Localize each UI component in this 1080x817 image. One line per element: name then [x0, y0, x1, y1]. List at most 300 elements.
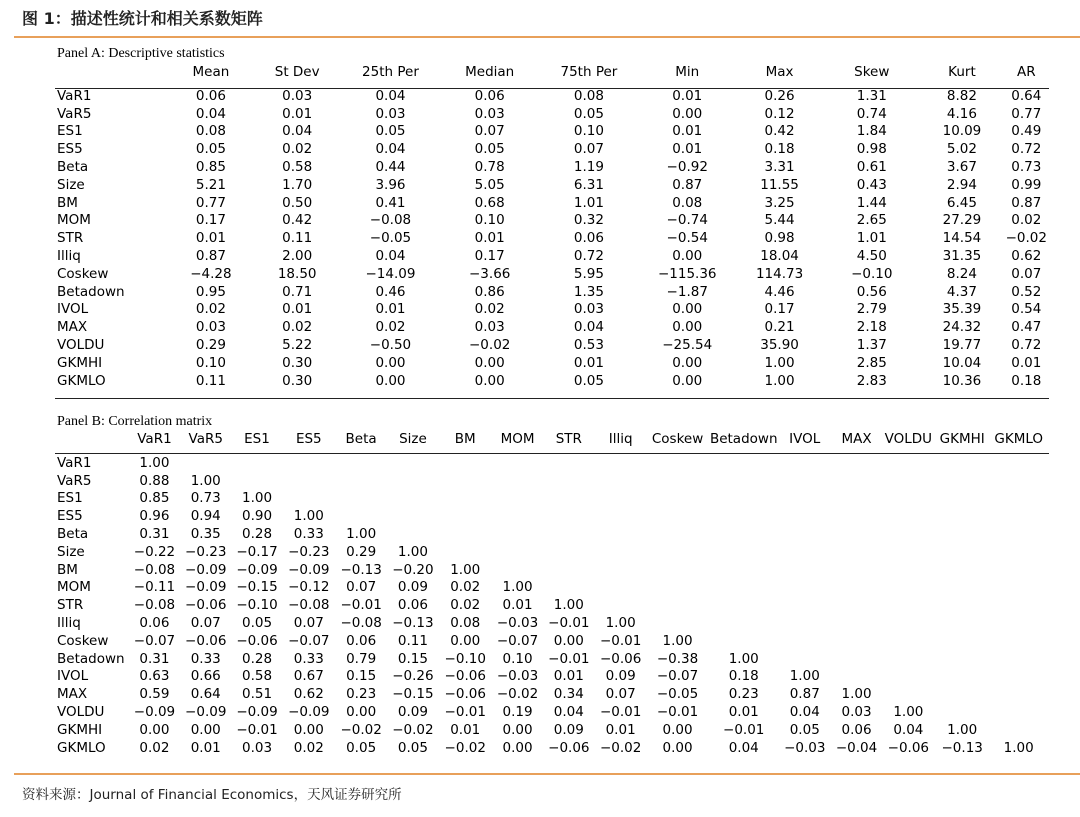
table-cell	[492, 508, 543, 526]
table-cell: 0.08	[450, 614, 481, 631]
table-cell	[543, 562, 594, 580]
table-cell: 5.21	[195, 176, 226, 193]
table-cell: 5.95	[573, 265, 604, 282]
table-cell: 6.45	[946, 194, 977, 211]
row-label: MOM	[57, 212, 91, 229]
table-cell	[439, 455, 492, 473]
table-cell	[934, 562, 990, 580]
table-cell: 2.18	[856, 319, 887, 336]
table-cell: 0.09	[397, 579, 428, 596]
row-label: Size	[57, 543, 85, 560]
table-cell: 0.00	[672, 319, 703, 336]
table-cell	[492, 526, 543, 544]
table-cell: 1.44	[856, 194, 887, 211]
table-cell: 0.23	[728, 686, 759, 703]
table-cell: 0.87	[1011, 194, 1042, 211]
table-cell: 10.36	[942, 372, 982, 389]
table-cell: 0.90	[241, 508, 273, 525]
table-cell: 0.23	[346, 686, 377, 703]
table-cell: 0.17	[764, 301, 795, 318]
table-cell: 0.49	[1011, 123, 1042, 140]
table-cell	[779, 473, 830, 491]
table-cell: −0.06	[444, 668, 486, 685]
table-cell	[543, 526, 594, 544]
table-cell: 0.88	[139, 472, 170, 489]
table-cell	[708, 615, 779, 633]
table-cell: −0.02	[599, 739, 642, 756]
table-row	[57, 508, 1047, 526]
table-cell: 0.26	[764, 87, 795, 104]
table-cell	[387, 508, 438, 526]
table-cell: 0.01	[282, 105, 313, 122]
table-cell: 0.06	[841, 721, 872, 738]
table-cell: −0.20	[392, 561, 434, 578]
table-cell: −0.23	[288, 543, 330, 560]
table-cell	[990, 597, 1047, 615]
table-row	[57, 704, 1047, 722]
table-cell: 0.52	[1011, 283, 1042, 300]
table-cell	[830, 490, 882, 508]
table-cell: 0.01	[672, 87, 703, 104]
top-rule	[14, 36, 1080, 38]
table-cell: 0.96	[139, 508, 170, 525]
table-cell: 0.62	[293, 686, 324, 703]
table-cell: 0.05	[573, 372, 604, 389]
table-cell: 0.17	[195, 212, 226, 229]
table-cell: 0.42	[764, 123, 795, 140]
table-cell: 2.83	[856, 372, 887, 389]
table-cell: −0.09	[133, 703, 176, 720]
table-cell: −0.07	[656, 668, 699, 685]
table-cell: 0.10	[502, 650, 533, 667]
row-label: VaR5	[57, 105, 92, 122]
table-cell: 0.06	[195, 87, 226, 104]
table-cell: 0.07	[190, 614, 221, 631]
table-row	[57, 106, 1047, 124]
table-cell	[830, 615, 882, 633]
table-cell: 0.00	[190, 721, 221, 738]
table-cell: 0.87	[195, 247, 226, 264]
table-cell	[231, 455, 282, 473]
table-cell: 0.35	[190, 525, 221, 542]
table-cell	[830, 579, 882, 597]
table-cell	[883, 490, 934, 508]
table-cell: 1.00	[841, 686, 872, 703]
table-cell: 0.03	[241, 739, 273, 756]
row-label: GKMHI	[57, 721, 103, 738]
table-cell: 0.01	[190, 739, 221, 756]
table-cell: 4.46	[764, 283, 795, 300]
table-cell: 0.62	[1011, 247, 1042, 264]
table-cell: 0.02	[450, 597, 481, 614]
table-row	[57, 266, 1047, 284]
table-cell: 0.00	[662, 721, 693, 738]
table-cell: 0.11	[282, 230, 313, 247]
table-cell: −0.01	[599, 632, 642, 649]
row-label: VaR1	[57, 454, 92, 471]
table-cell	[779, 544, 830, 562]
table-cell	[990, 490, 1047, 508]
panel-b-header-row	[57, 431, 1047, 449]
table-cell	[180, 455, 231, 473]
row-label: ES1	[57, 123, 83, 140]
table-cell: 0.29	[346, 543, 377, 560]
table-cell	[594, 544, 646, 562]
table-cell: 0.77	[1011, 105, 1042, 122]
table-cell: 0.85	[195, 158, 226, 175]
table-cell: 0.00	[375, 372, 406, 389]
table-cell: 4.50	[856, 247, 887, 264]
table-cell: 0.72	[573, 247, 604, 264]
table-cell: 18.50	[277, 265, 317, 282]
table-row	[57, 319, 1047, 337]
table-cell	[934, 508, 990, 526]
table-cell: 0.04	[728, 739, 759, 756]
table-cell	[387, 490, 438, 508]
table-cell: −0.09	[185, 703, 227, 720]
table-cell: 0.07	[346, 579, 377, 596]
table-cell	[439, 490, 492, 508]
table-cell: 0.73	[190, 490, 221, 507]
table-cell: 19.77	[942, 336, 982, 353]
descriptive-stats-table	[57, 64, 1047, 390]
table-cell: −0.01	[236, 721, 278, 738]
table-cell: 0.07	[605, 686, 636, 703]
table-cell	[647, 490, 709, 508]
table-cell	[883, 597, 934, 615]
table-cell: −0.01	[656, 703, 699, 720]
table-cell	[934, 597, 990, 615]
table-cell	[883, 473, 934, 491]
table-cell	[830, 544, 882, 562]
table-cell: 1.70	[282, 176, 313, 193]
table-cell: 6.31	[573, 176, 604, 193]
table-cell: 1.84	[856, 123, 887, 140]
table-cell: 1.37	[856, 336, 887, 353]
table-cell: 0.06	[397, 597, 428, 614]
table-row	[57, 722, 1047, 740]
table-cell: −0.01	[548, 650, 590, 667]
table-cell	[439, 473, 492, 491]
table-cell: 0.78	[474, 158, 505, 175]
table-cell: −0.02	[444, 739, 486, 756]
table-cell: 0.03	[573, 301, 604, 318]
table-cell: −14.09	[365, 265, 416, 282]
table-cell: 0.31	[139, 525, 170, 542]
row-label: Illiq	[57, 247, 81, 264]
table-cell: 0.47	[1011, 319, 1042, 336]
table-cell: 0.17	[474, 247, 505, 264]
table-cell	[934, 615, 990, 633]
table-cell: −1.87	[666, 283, 708, 300]
table-cell: −0.05	[369, 230, 412, 247]
table-cell: 0.01	[672, 141, 703, 158]
table-cell	[708, 508, 779, 526]
table-cell: 0.99	[1011, 176, 1042, 193]
source-note: 资料来源：Journal of Financial Economics，天风证券研究所	[22, 787, 402, 803]
table-cell: 1.00	[764, 354, 795, 371]
table-row	[57, 248, 1047, 266]
table-cell	[779, 597, 830, 615]
panel-a-title: Panel A: Descriptive statistics	[57, 46, 225, 61]
table-cell: 0.06	[139, 614, 170, 631]
table-cell: 0.03	[375, 105, 406, 122]
table-cell: −0.08	[340, 614, 382, 631]
table-cell	[830, 668, 882, 686]
table-cell	[883, 633, 934, 651]
table-cell	[934, 668, 990, 686]
table-cell: −0.02	[1005, 230, 1047, 247]
table-row	[57, 123, 1047, 141]
table-cell: −0.09	[185, 579, 227, 596]
table-cell	[594, 473, 646, 491]
table-cell: 0.32	[573, 212, 604, 229]
column-header: IVOL	[789, 431, 821, 447]
table-cell: 0.01	[1011, 354, 1042, 371]
table-row	[57, 355, 1047, 373]
table-row	[57, 615, 1047, 633]
table-cell: 1.00	[553, 597, 584, 614]
table-cell	[830, 508, 882, 526]
column-header: 25th Per	[362, 64, 419, 80]
table-cell: 1.00	[241, 490, 273, 507]
table-cell	[647, 544, 709, 562]
table-cell: 0.41	[375, 194, 406, 211]
table-cell	[335, 508, 387, 526]
table-cell: 10.09	[942, 123, 982, 140]
table-cell: 0.33	[190, 650, 221, 667]
table-cell	[779, 651, 830, 669]
table-cell	[779, 562, 830, 580]
table-cell	[830, 562, 882, 580]
table-cell: 1.00	[662, 632, 693, 649]
table-cell: 0.04	[375, 141, 406, 158]
table-cell: 0.00	[502, 739, 533, 756]
row-label: VOLDU	[57, 336, 105, 353]
table-cell: 0.01	[375, 301, 406, 318]
column-header: STR	[555, 431, 582, 447]
table-row	[57, 337, 1047, 355]
table-cell: −0.03	[496, 668, 539, 685]
table-row	[57, 230, 1047, 248]
table-cell: 0.00	[672, 354, 703, 371]
table-cell: 0.42	[282, 212, 313, 229]
table-cell: 1.00	[728, 650, 759, 667]
table-cell: 3.96	[375, 176, 406, 193]
table-cell: 0.04	[893, 721, 924, 738]
table-cell: −0.10	[236, 597, 278, 614]
table-cell: 0.19	[502, 703, 533, 720]
table-cell: 0.72	[1011, 336, 1042, 353]
column-header: Mean	[192, 64, 230, 80]
table-cell	[990, 526, 1047, 544]
table-cell: 0.10	[573, 123, 604, 140]
table-cell: 0.01	[605, 721, 636, 738]
table-cell: 0.01	[672, 123, 703, 140]
table-cell: 0.00	[672, 372, 703, 389]
column-header: Betadown	[709, 431, 778, 447]
table-cell	[830, 526, 882, 544]
table-cell	[990, 722, 1047, 740]
table-cell: 2.65	[856, 212, 887, 229]
table-cell: −0.07	[288, 632, 330, 649]
table-cell: 1.00	[764, 372, 795, 389]
table-cell: 0.01	[728, 703, 759, 720]
column-header: BM	[454, 431, 476, 447]
table-cell	[543, 544, 594, 562]
table-cell: 0.63	[139, 668, 170, 685]
table-cell: −0.15	[392, 686, 434, 703]
table-cell: −0.13	[941, 739, 983, 756]
table-cell	[647, 508, 709, 526]
table-cell	[647, 615, 709, 633]
table-row	[57, 301, 1047, 319]
table-cell: 0.06	[573, 230, 604, 247]
table-cell	[594, 597, 646, 615]
table-row	[57, 373, 1047, 391]
table-cell: −0.08	[369, 212, 412, 229]
table-cell: −0.09	[288, 561, 330, 578]
table-cell: 0.67	[293, 668, 324, 685]
table-cell: 5.22	[282, 336, 313, 353]
row-label: MAX	[57, 686, 88, 703]
table-cell	[647, 473, 709, 491]
column-header: Median	[465, 64, 515, 80]
table-cell: 1.00	[450, 561, 481, 578]
table-cell	[543, 490, 594, 508]
table-cell	[594, 508, 646, 526]
table-cell	[335, 455, 387, 473]
table-cell: 35.39	[942, 301, 982, 318]
table-cell: 0.06	[346, 632, 377, 649]
table-cell	[779, 490, 830, 508]
table-cell: −0.92	[666, 158, 708, 175]
table-cell: 8.82	[946, 87, 977, 104]
table-row	[57, 212, 1047, 230]
table-cell: 0.04	[195, 105, 226, 122]
table-cell: 0.08	[195, 123, 226, 140]
table-cell: −0.23	[185, 543, 227, 560]
table-cell	[934, 579, 990, 597]
table-cell	[883, 651, 934, 669]
table-cell	[708, 544, 779, 562]
table-cell: −0.06	[185, 632, 227, 649]
row-label: GKMHI	[57, 354, 103, 371]
table-cell	[934, 651, 990, 669]
table-cell: 0.29	[195, 336, 226, 353]
table-cell: 0.94	[190, 508, 221, 525]
table-cell: 0.00	[672, 105, 703, 122]
table-cell	[934, 455, 990, 473]
row-label: STR	[57, 230, 84, 247]
row-label: ES1	[57, 490, 83, 507]
table-cell	[492, 473, 543, 491]
table-cell: 0.51	[241, 686, 273, 703]
table-cell: −0.06	[548, 739, 590, 756]
table-cell: 0.03	[474, 105, 505, 122]
table-cell: 0.87	[672, 176, 703, 193]
table-cell: 0.04	[375, 87, 406, 104]
table-cell: 0.11	[195, 372, 226, 389]
row-label: Size	[57, 176, 85, 193]
column-header: Min	[675, 64, 700, 80]
table-cell: 0.05	[397, 739, 428, 756]
table-cell: 0.95	[195, 283, 226, 300]
table-cell	[779, 526, 830, 544]
table-cell: 27.29	[942, 212, 982, 229]
bottom-rule	[14, 773, 1080, 775]
table-cell: 1.00	[893, 703, 924, 720]
column-header: GKMLO	[994, 431, 1044, 447]
table-cell	[708, 455, 779, 473]
table-cell: 0.01	[502, 597, 533, 614]
table-row	[57, 740, 1047, 758]
table-cell	[830, 455, 882, 473]
table-cell	[647, 562, 709, 580]
table-cell: −0.01	[444, 703, 486, 720]
table-cell	[934, 526, 990, 544]
column-header: Skew	[854, 64, 890, 80]
table-cell: 0.44	[375, 158, 406, 175]
table-cell	[492, 455, 543, 473]
table-cell: 0.01	[195, 230, 226, 247]
table-cell: 0.07	[474, 123, 505, 140]
table-cell	[543, 455, 594, 473]
table-cell: −0.07	[133, 632, 176, 649]
table-cell: 0.50	[282, 194, 313, 211]
table-cell	[543, 579, 594, 597]
table-cell: 1.01	[856, 230, 887, 247]
table-cell: 18.04	[760, 247, 799, 264]
table-cell	[990, 633, 1047, 651]
table-cell	[883, 686, 934, 704]
table-cell	[883, 562, 934, 580]
table-cell: 0.86	[474, 283, 505, 300]
table-row	[57, 141, 1047, 159]
table-row	[57, 195, 1047, 213]
row-label: Beta	[57, 158, 89, 175]
row-label: VaR1	[57, 87, 92, 104]
row-label: Betadown	[57, 283, 125, 300]
table-cell: 0.43	[856, 176, 887, 193]
table-cell: 0.07	[293, 614, 324, 631]
table-cell: −0.17	[236, 543, 278, 560]
table-cell: −0.02	[469, 336, 511, 353]
table-cell: −0.09	[236, 703, 278, 720]
table-row	[57, 490, 1047, 508]
table-cell: −0.05	[656, 686, 699, 703]
table-cell: −0.07	[496, 632, 539, 649]
table-cell: 0.02	[375, 319, 406, 336]
table-cell	[990, 508, 1047, 526]
table-cell: 0.05	[241, 614, 273, 631]
table-cell	[934, 686, 990, 704]
column-header: Illiq	[608, 431, 633, 447]
table-cell: −0.01	[548, 614, 590, 631]
table-cell: −0.02	[496, 686, 539, 703]
table-cell: 0.01	[573, 354, 604, 371]
column-header: VOLDU	[884, 431, 933, 447]
table-cell	[779, 579, 830, 597]
table-cell: −0.11	[133, 579, 176, 596]
table-cell	[990, 562, 1047, 580]
table-cell	[594, 526, 646, 544]
table-cell: −0.06	[236, 632, 278, 649]
table-cell: 0.15	[397, 650, 428, 667]
table-cell: 0.59	[139, 686, 170, 703]
table-row	[57, 544, 1047, 562]
table-cell	[708, 490, 779, 508]
